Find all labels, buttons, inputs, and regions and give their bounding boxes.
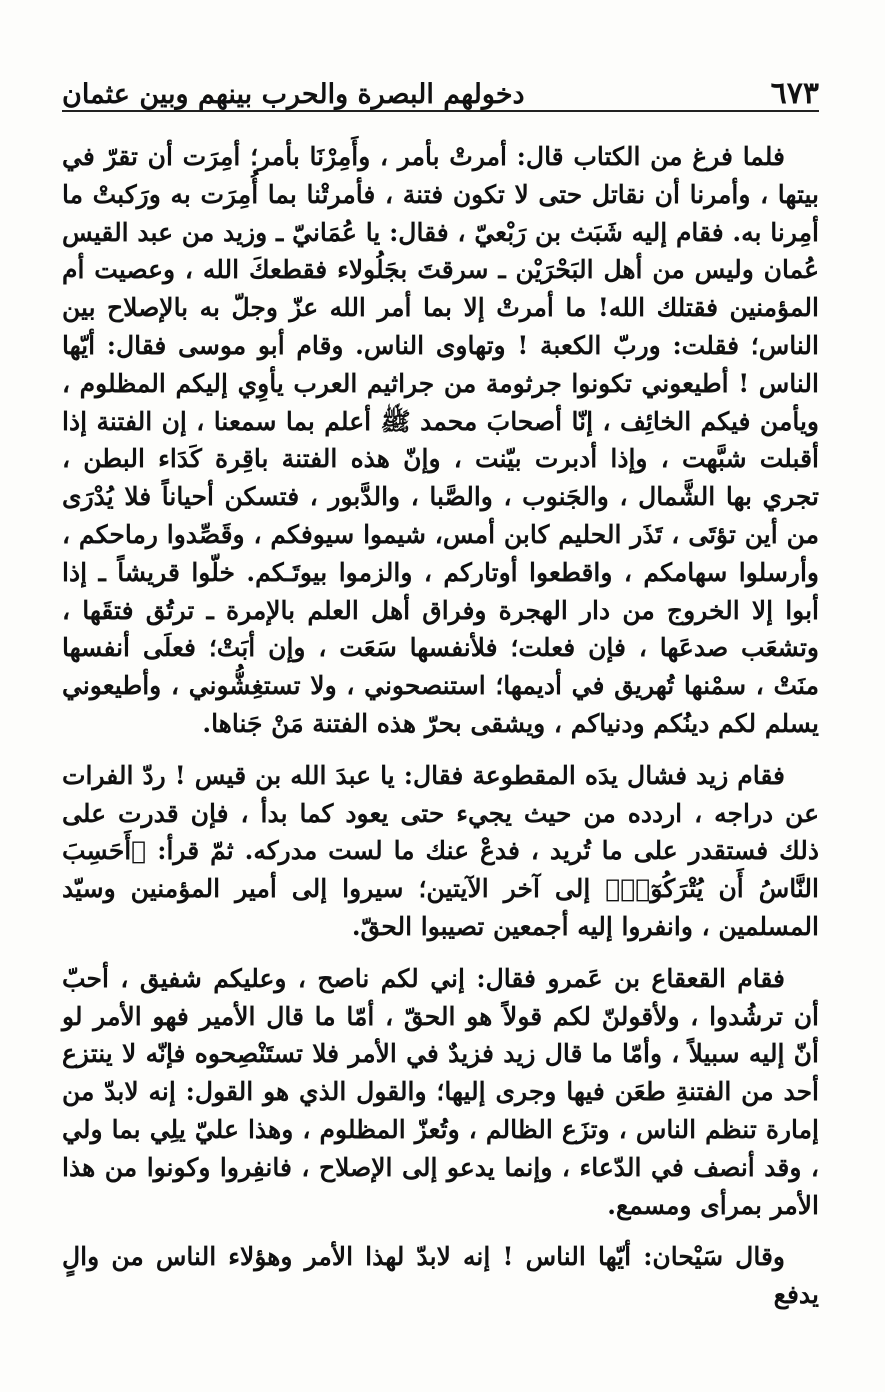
running-header [62, 58, 819, 110]
paragraph: فقام القعقاع بن عَمرو فقال: إني لكم ناصح ، وعليكم شفيق ، أحبّ أن ترشُدوا ، ولأقولنّ لكم قولاً هو الحقّ ، أمّا ما قال الأمير فهو الأمر لو أنّ إليه سبيلاً ، وأمّا ما قال زيد فزيدٌ في الأمر فلا تستَنْصِحوه فإنّه لا ينتزع أحد من الفتنةِ طعَن فيها وجرى إليها؛ والقول الذي هو القول: إنه لابدّ من إمارة تنظم الناس ، وتزَع الظالم ، وتُعزّ المظلوم ، وهذا عليّ يلِي بما ولي ، وقد أنصف في الدّعاء ، وإنما يدعو إلى الإصلاح ، فانفِروا وكونوا من هذا الأمر بمرأى ومسمع. [62, 963, 819, 1220]
ornate-bracket-open: ﴿ [131, 836, 147, 866]
paragraph-text: فقام زيد فشال يدَه المقطوعة فقال: يا عبدَ الله بن قيس ! ردّ الفرات عن دراجه ، اردده من حيث يجيء حتى يعود كما بدأ ، فإن قدرت على ذلك فستقدر على ما تُريد ، فدعْ عنك ما لست مدركه. ثمّ قرأ: [62, 760, 819, 866]
paragraph-text: إلى آخر الآيتين؛ سيروا إلى أمير المؤمنين وسيّد المسلمين ، وانفروا إليه أجمعين تصيبوا الحقّ. [62, 874, 819, 941]
ornate-bracket-close: ﴾ [605, 874, 621, 904]
paragraph: فلما فرغ من الكتاب قال: أمرتْ بأمر ، وأَمِرْنَا بأمر؛ أمِرَت أن تقرّ في بيتها ، وأمرنا أن نقاتل حتى لا تكون فتنة ، فأمرتْنا بما أُمِرَت به ورَكبتْ ما أمِرنا به. فقام إليه شَبَث بن رَبْعيّ ، فقال: يا عُمَانيّ ـ وزيد من عبد القيس عُمان وليس من أهل البَحْرَيْن ـ سرقتَ بجَلُولاء فقطعكَ الله ، وعصيت أم المؤمنين فقتلك الله! ما أمرتْ إلا بما أمر الله عزّ وجلّ به بالإصلاح بين الناس؛ فقلت: وربّ الكعبة ! وتهاوى الناس. وقام أبو موسى فقال: أيّها الناس ! أطيعوني تكونوا جرثومة من جراثيم العرب يأوِي إليكم المظلوم ، ويأمن فيكم الخائِف ، إنّا أصحابَ محمد ﷺ أعلم بما سمعنا ، إن الفتنة إذا أقبلت شبَّهت ، وإذا أدبرت بيّنت ، وإنّ هذه الفتنة باقِرة كَدَاء البطن ، تجري بها الشَّمال ، والجَنوب ، والصَّبا ، والدَّبور ، فتسكن أحياناً فلا يُدْرَى من أين تؤتَى ، تَذَر الحليم كابن أمس، شيموا سيوفكم ، وقَصِّدوا رماحكم ، وأرسلوا سهامكم ، واقطعوا أوتاركم ، والزموا بيوتَـكم. خلّوا قريشاً ـ إذا أبوا إلا الخروج من دار الهجرة وفراق أهل العلم بالإمرة ـ ترتُق فتقَها ، وتشعَب صدعَها ، فإن فعلت؛ فلأنفسها سَعَت ، وإن أبَتْ؛ فعلَى أنفسها منَتْ ، سمْنها تُهريق في أديمها؛ استنصحوني ، ولا تستغِشُّوني ، وأطيعوني يسلم لكم دينُكم ودنياكم ، ويشقى بحرّ هذه الفتنة مَنْ جَناها. [62, 142, 820, 738]
header-title: دخولهم البصرة والحرب بينهم وبين عثمان [62, 79, 525, 111]
header-rule [62, 110, 819, 112]
paragraph [62, 757, 819, 946]
page-number: ٦٧٣ [770, 76, 819, 111]
quran-verse: أَحَسِبَ النَّاسُ أَن يُتْرَكُوٓا۟ [62, 836, 819, 904]
paragraph: وقال سَيْحان: أيّها الناس ! إنه لابدّ لهذا الأمر وهؤلاء الناس من والٍ يدفع [62, 1242, 819, 1310]
body-text [62, 138, 819, 1314]
